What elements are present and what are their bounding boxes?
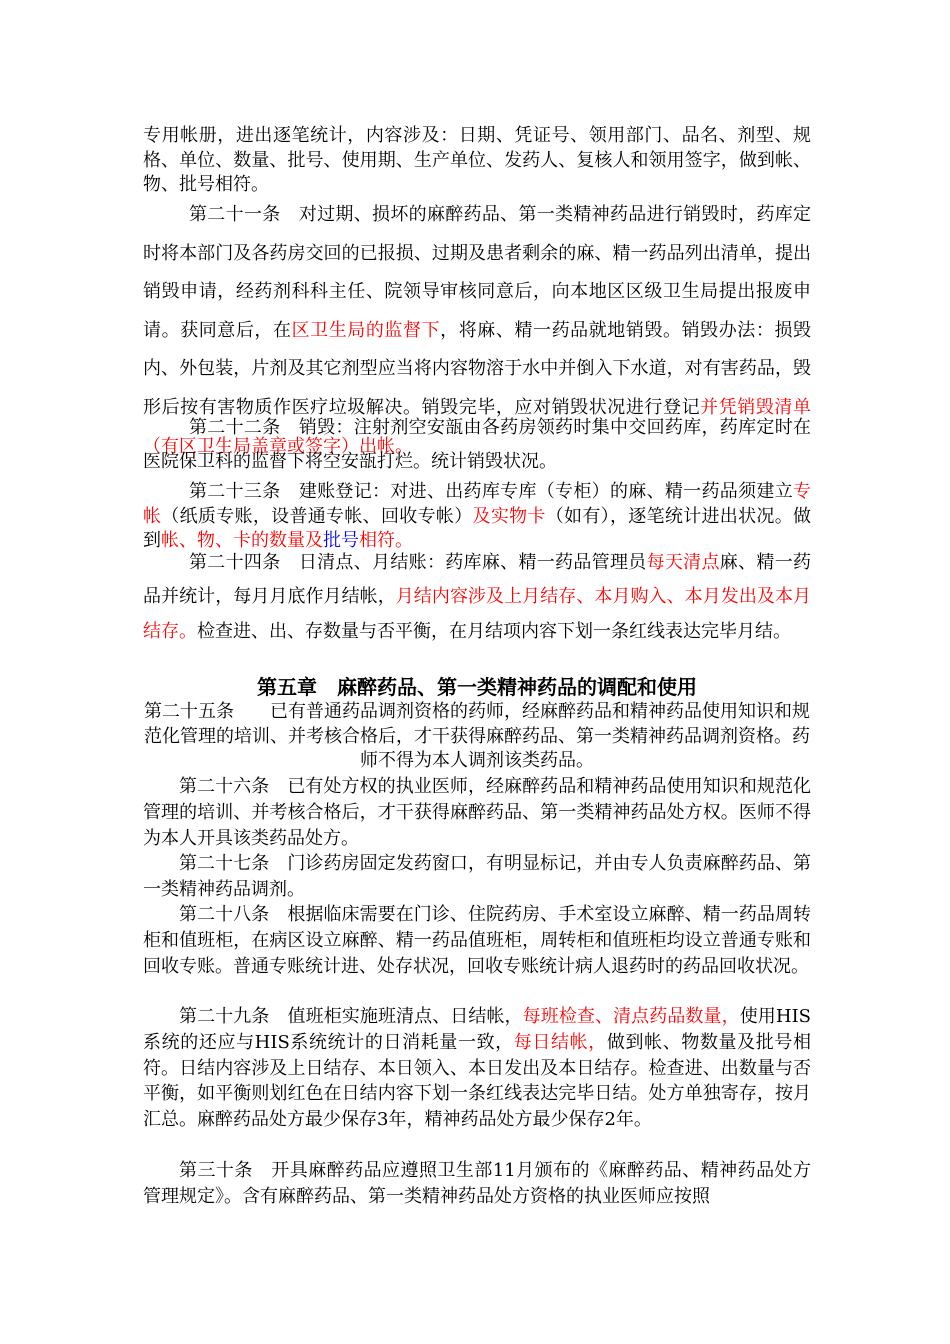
article-29-red-1: 每班检查、清点药品数量，: [522, 1006, 740, 1027]
article-21-text-2: ，将麻、精一药品就地销毁。销毁办法：损毁内、外包装，片剂及其它剂型应当将内容物溶于水中并倒入下水道，对有害药品，毁形后按有害物质作医疗垃圾解决。销毁完毕，应对销毁状况进行登记: [143, 319, 812, 418]
article-28: 第二十八条 根据临床需要在门诊、住院药房、手术室设立麻醉、精一药品周转柜和值班柜，在病区设立麻醉、精一药品值班柜，周转柜和值班柜均设立普通专账和回收专账。普通专账统计进、处存状况，回收专账统计病人退药时的药品回收状况。: [143, 904, 811, 977]
article-23-text-3: （如有），逐笔统计进出状况。做到: [143, 505, 812, 551]
article-24-red-2: 月结内容涉及上月结存、本月购入、本月发出及本月结存。: [143, 586, 812, 642]
article-23-red-3: 帐、物、卡的数量及: [161, 530, 323, 551]
article-20-continuation: 专用帐册，进出逐笔统计，内容涉及：日期、凭证号、领用部门、品名、剂型、规格、单位、数量、批号、使用期、生产单位、发药人、复核人和领用签字，做到帐、物、批号相符。: [143, 125, 811, 195]
article-21-red-1: 区卫生局的监督下: [291, 319, 441, 341]
article-29-red-2: 每日结帐，: [513, 1031, 607, 1053]
article-26: 第二十六条 已有处方权的执业医师，经麻醉药品和精神药品使用知识和规范化管理的培训、并考核合格后，才干获得麻醉药品、第一类精神药品处方权。医师不得为本人开具该类药品处方。: [143, 776, 811, 849]
article-21-text-1: 第二十一条 对过期、损坏的麻醉药品、第一类精神药品进行销毁时，药库定时将本部门及各药房交回的已报损、过期及患者剩余的麻、精一药品列出清单，提出销毁申请，经药剂科科主任、院领导审核同意后，向本地区区级卫生局提出报废申请。获同意后，在: [143, 204, 811, 341]
article-24-text-1: 第二十四条 日清点、月结账：药库麻、精一药品管理员: [189, 552, 647, 573]
article-25: 第二十五条 已有普通药品调剂资格的药师，经麻醉药品和精神药品使用知识和规范化管理的培训、并考核合格后，才干获得麻醉药品、第一类精神药品调剂资格。药师不得为本人调剂该类药品。: [144, 701, 810, 771]
article-27: 第二十七条 门诊药房固定发药窗口，有明显标记，并由专人负责麻醉药品、第一类精神药品调剂。: [143, 853, 811, 900]
article-23-text-1: 第二十三条 建账登记：对进、出药库专库（专柜）的麻、精一药品须建立: [189, 481, 793, 502]
article-29-text-3: 做到帐、物数量及批号相符。日结内容涉及上日结存、本日领入、本日发出及本日结存。检查进、出数量与否平衡，如平衡则划红色在日结内容下划一条红线表达完毕日结。处方单独寄存，按月汇总。麻醉药品处方最少保存3年，精神药品处方最少保存2年。: [143, 1031, 812, 1131]
article-23-red-2: 及实物卡: [472, 505, 546, 527]
article-29: [143, 1004, 811, 1133]
article-24: [143, 546, 811, 649]
article-24-red-1: 每天清点: [646, 552, 720, 573]
article-29-text-2: 使用HIS系统的还应与HIS系统统计的日消耗量一致，: [143, 1006, 812, 1053]
article-24-text-3: 检查进、出、存数量与否平衡，在月结项内容下划一条红线表达完毕月结。: [197, 620, 791, 642]
chapter-5-heading: 第五章 麻醉药品、第一类精神药品的调配和使用: [257, 675, 697, 699]
article-30: 第三十条 开具麻醉药品应遵照卫生部11月颁布的《麻醉药品、精神药品处方管理规定》。含有麻醉药品、第一类精神药品处方资格的执业医师应按照: [143, 1160, 811, 1207]
article-23-red-4: 相符。: [359, 530, 413, 551]
article-22: 第二十二条 销毁：注射剂空安瓿由各药房领药时集中交回药库，药库定时在医院保卫科的监督下将空安瓿打烂。统计销毁状况。: [143, 417, 811, 473]
article-23-red-1: 专帐: [143, 481, 811, 527]
article-23-blue-1: 批号: [323, 530, 359, 551]
article-23-text-2: （纸质专账，设普通专帐、回收专帐）: [161, 505, 473, 527]
article-24-text-2: 麻、精一药品并统计，每月月底作月结帐，: [143, 552, 812, 608]
article-29-text-1: 第二十九条 值班柜实施班清点、日结帐，: [179, 1006, 523, 1027]
article-23: [143, 480, 811, 554]
article-21-red-2: 并凭销毁清单（有区卫生局盖章或签字）出帐。: [143, 396, 811, 457]
